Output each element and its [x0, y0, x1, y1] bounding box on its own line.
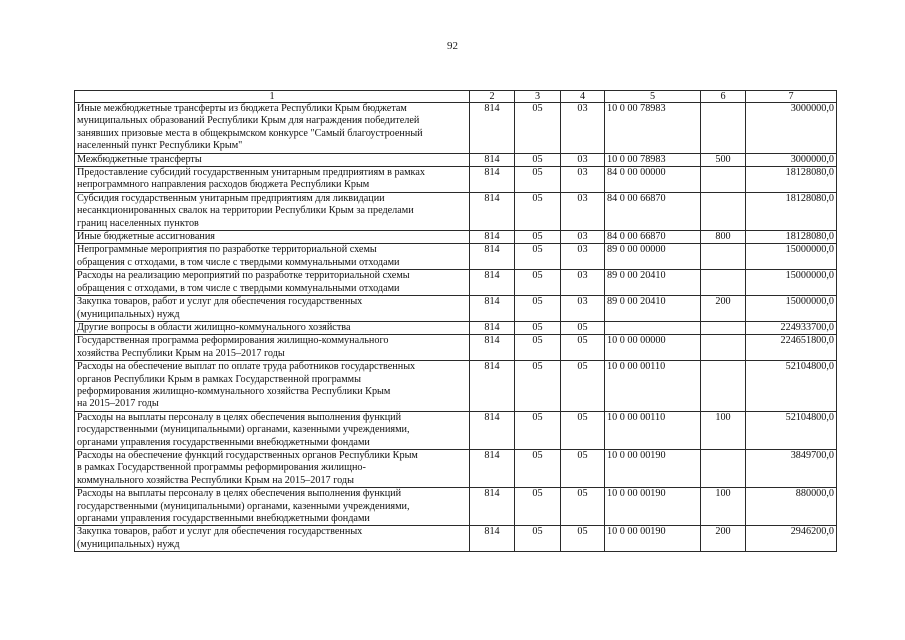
- header-cell: 6: [701, 91, 746, 103]
- row-description: [75, 192, 470, 230]
- subsection-code: 03: [561, 167, 605, 193]
- target-article-code: [605, 321, 701, 334]
- expense-type-code: 500: [701, 153, 746, 166]
- table-row: [75, 361, 837, 412]
- ministry-code: 814: [470, 361, 515, 412]
- expense-type-code: [701, 244, 746, 270]
- amount: 3000000,0: [746, 103, 837, 154]
- table-row: [75, 103, 837, 154]
- description-line: Расходы на обеспечение выплат по оплате труда работников государственных: [77, 361, 416, 373]
- row-description: [75, 526, 470, 552]
- header-cell: 5: [605, 91, 701, 103]
- target-article-code: 10 0 00 00190: [605, 488, 701, 526]
- header-cell: 7: [746, 91, 837, 103]
- description-line: Иные межбюджетные трансферты из бюджета Республики Крым бюджетам: [77, 103, 407, 114]
- description-line: органами управления государственными внебюджетными фондами: [77, 436, 370, 448]
- row-description: [75, 335, 470, 361]
- subsection-code: 05: [561, 449, 605, 487]
- description-line: Закупка товаров, работ и услуг для обеспечения государственных: [77, 526, 363, 538]
- description-line: населенный пункт Республики Крым": [77, 140, 243, 152]
- row-description: [75, 103, 470, 154]
- description-line: Расходы на реализацию мероприятий по разработке территориальной схемы: [77, 270, 410, 282]
- amount: 224651800,0: [746, 335, 837, 361]
- description-line: Иные бюджетные ассигнования: [77, 231, 215, 243]
- subsection-code: 05: [561, 526, 605, 552]
- table-row: [75, 488, 837, 526]
- table-row: [75, 335, 837, 361]
- table-row: [75, 244, 837, 270]
- ministry-code: 814: [470, 488, 515, 526]
- description-line: муниципальных образований Республики Крым для награждения победителей: [77, 115, 420, 127]
- subsection-code: 03: [561, 244, 605, 270]
- description-line: (муниципальных) нужд: [77, 538, 180, 550]
- budget-table: [74, 90, 837, 552]
- description-line: Расходы на выплаты персоналу в целях обеспечения выполнения функций: [77, 411, 402, 423]
- description-line: хозяйства Республики Крым на 2015–2017 годы: [77, 347, 285, 359]
- target-article-code: 89 0 00 20410: [605, 296, 701, 322]
- expense-type-code: [701, 167, 746, 193]
- section-code: 05: [515, 449, 561, 487]
- expense-type-code: 100: [701, 488, 746, 526]
- expense-type-code: [701, 361, 746, 412]
- subsection-code: 03: [561, 231, 605, 244]
- table-body: [75, 103, 837, 552]
- description-line: обращения с отходами, в том числе с твердыми коммунальными отходами: [77, 256, 400, 268]
- subsection-code: 05: [561, 488, 605, 526]
- description-line: границ населенных пунктов: [77, 217, 199, 229]
- description-line: занявших призовые места в общекрымском конкурсе "Самый благоустроенный: [77, 127, 423, 139]
- table-row: [75, 296, 837, 322]
- section-code: 05: [515, 296, 561, 322]
- ministry-code: 814: [470, 270, 515, 296]
- subsection-code: 03: [561, 296, 605, 322]
- section-code: 05: [515, 153, 561, 166]
- amount: 880000,0: [746, 488, 837, 526]
- ministry-code: 814: [470, 296, 515, 322]
- description-line: на 2015–2017 годы: [77, 398, 159, 410]
- target-article-code: 10 0 00 00000: [605, 335, 701, 361]
- subsection-code: 05: [561, 411, 605, 449]
- section-code: 05: [515, 244, 561, 270]
- expense-type-code: [701, 270, 746, 296]
- ministry-code: 814: [470, 244, 515, 270]
- section-code: 05: [515, 488, 561, 526]
- row-description: [75, 321, 470, 334]
- section-code: 05: [515, 231, 561, 244]
- description-line: Непрограммные мероприятия по разработке территориальной схемы: [77, 244, 377, 256]
- description-line: Межбюджетные трансферты: [77, 153, 202, 165]
- subsection-code: 05: [561, 335, 605, 361]
- target-article-code: 84 0 00 00000: [605, 167, 701, 193]
- expense-type-code: 200: [701, 296, 746, 322]
- table-row: [75, 231, 837, 244]
- description-line: государственными (муниципальными) органами, казенными учреждениями,: [77, 500, 410, 512]
- ministry-code: 814: [470, 231, 515, 244]
- description-line: в рамках Государственной программы реформирования жилищно-: [77, 462, 366, 474]
- section-code: 05: [515, 192, 561, 230]
- section-code: 05: [515, 526, 561, 552]
- description-line: реформирования жилищно-коммунального хозяйства Республики Крым: [77, 385, 391, 397]
- table-row: [75, 192, 837, 230]
- ministry-code: 814: [470, 526, 515, 552]
- description-line: Другие вопросы в области жилищно-коммунального хозяйства: [77, 321, 351, 333]
- section-code: 05: [515, 411, 561, 449]
- row-description: [75, 488, 470, 526]
- section-code: 05: [515, 361, 561, 412]
- expense-type-code: 200: [701, 526, 746, 552]
- row-description: [75, 449, 470, 487]
- description-line: органов Республики Крым в рамках Государственной программы: [77, 373, 361, 385]
- table-row: [75, 449, 837, 487]
- subsection-code: 03: [561, 192, 605, 230]
- target-article-code: 89 0 00 00000: [605, 244, 701, 270]
- subsection-code: 03: [561, 153, 605, 166]
- amount: 15000000,0: [746, 296, 837, 322]
- table-row: [75, 411, 837, 449]
- description-line: органами управления государственными внебюджетными фондами: [77, 513, 370, 524]
- ministry-code: 814: [470, 449, 515, 487]
- ministry-code: 814: [470, 153, 515, 166]
- expense-type-code: 800: [701, 231, 746, 244]
- target-article-code: 84 0 00 66870: [605, 192, 701, 230]
- table-row: [75, 321, 837, 334]
- description-line: непрограммного направления расходов бюджета Республики Крым: [77, 179, 370, 191]
- description-line: (муниципальных) нужд: [77, 308, 180, 320]
- amount: 18128080,0: [746, 231, 837, 244]
- section-code: 05: [515, 335, 561, 361]
- amount: 52104800,0: [746, 361, 837, 412]
- target-article-code: 10 0 00 00110: [605, 411, 701, 449]
- target-article-code: 10 0 00 00190: [605, 526, 701, 552]
- description-line: несанкционированных свалок на территории Республики Крым за пределами: [77, 205, 414, 217]
- description-line: коммунального хозяйства Республики Крым на 2015–2017 годы: [77, 474, 354, 486]
- header-cell: 3: [515, 91, 561, 103]
- page-number: 92: [447, 40, 458, 52]
- expense-type-code: [701, 321, 746, 334]
- header-cell: 1: [75, 91, 470, 103]
- amount: 52104800,0: [746, 411, 837, 449]
- subsection-code: 05: [561, 361, 605, 412]
- amount: 18128080,0: [746, 192, 837, 230]
- ministry-code: 814: [470, 167, 515, 193]
- table-row: [75, 153, 837, 166]
- row-description: [75, 361, 470, 412]
- expense-type-code: [701, 103, 746, 154]
- target-article-code: 10 0 00 00190: [605, 449, 701, 487]
- header-cell: 4: [561, 91, 605, 103]
- amount: 224933700,0: [746, 321, 837, 334]
- row-description: [75, 231, 470, 244]
- amount: 15000000,0: [746, 244, 837, 270]
- ministry-code: 814: [470, 411, 515, 449]
- ministry-code: 814: [470, 321, 515, 334]
- section-code: 05: [515, 103, 561, 154]
- subsection-code: 03: [561, 103, 605, 154]
- table-row: [75, 167, 837, 193]
- description-line: Предоставление субсидий государственным унитарным предприятиям в рамках: [77, 167, 425, 179]
- description-line: Государственная программа реформирования жилищно-коммунального: [77, 335, 389, 347]
- amount: 15000000,0: [746, 270, 837, 296]
- subsection-code: 03: [561, 270, 605, 296]
- subsection-code: 05: [561, 321, 605, 334]
- description-line: Закупка товаров, работ и услуг для обеспечения государственных: [77, 296, 363, 308]
- table-row: [75, 526, 837, 552]
- row-description: [75, 244, 470, 270]
- target-article-code: 84 0 00 66870: [605, 231, 701, 244]
- row-description: [75, 153, 470, 166]
- section-code: 05: [515, 270, 561, 296]
- target-article-code: 10 0 00 78983: [605, 103, 701, 154]
- table-row: [75, 270, 837, 296]
- target-article-code: 10 0 00 00110: [605, 361, 701, 412]
- header-cell: 2: [470, 91, 515, 103]
- row-description: [75, 411, 470, 449]
- description-line: Расходы на обеспечение функций государственных органов Республики Крым: [77, 449, 418, 461]
- amount: 3000000,0: [746, 153, 837, 166]
- target-article-code: 89 0 00 20410: [605, 270, 701, 296]
- amount: 3849700,0: [746, 449, 837, 487]
- expense-type-code: [701, 192, 746, 230]
- amount: 18128080,0: [746, 167, 837, 193]
- description-line: государственными (муниципальными) органами, казенными учреждениями,: [77, 424, 410, 436]
- amount: 2946200,0: [746, 526, 837, 552]
- description-line: обращения с отходами, в том числе с твердыми коммунальными отходами: [77, 282, 400, 294]
- description-line: Субсидия государственным унитарным предприятиям для ликвидации: [77, 192, 385, 204]
- row-description: [75, 296, 470, 322]
- ministry-code: 814: [470, 335, 515, 361]
- expense-type-code: 100: [701, 411, 746, 449]
- expense-type-code: [701, 449, 746, 487]
- description-line: Расходы на выплаты персоналу в целях обеспечения выполнения функций: [77, 488, 402, 500]
- row-description: [75, 270, 470, 296]
- ministry-code: 814: [470, 192, 515, 230]
- section-code: 05: [515, 321, 561, 334]
- row-description: [75, 167, 470, 193]
- expense-type-code: [701, 335, 746, 361]
- ministry-code: 814: [470, 103, 515, 154]
- section-code: 05: [515, 167, 561, 193]
- target-article-code: 10 0 00 78983: [605, 153, 701, 166]
- header-row: [75, 91, 837, 103]
